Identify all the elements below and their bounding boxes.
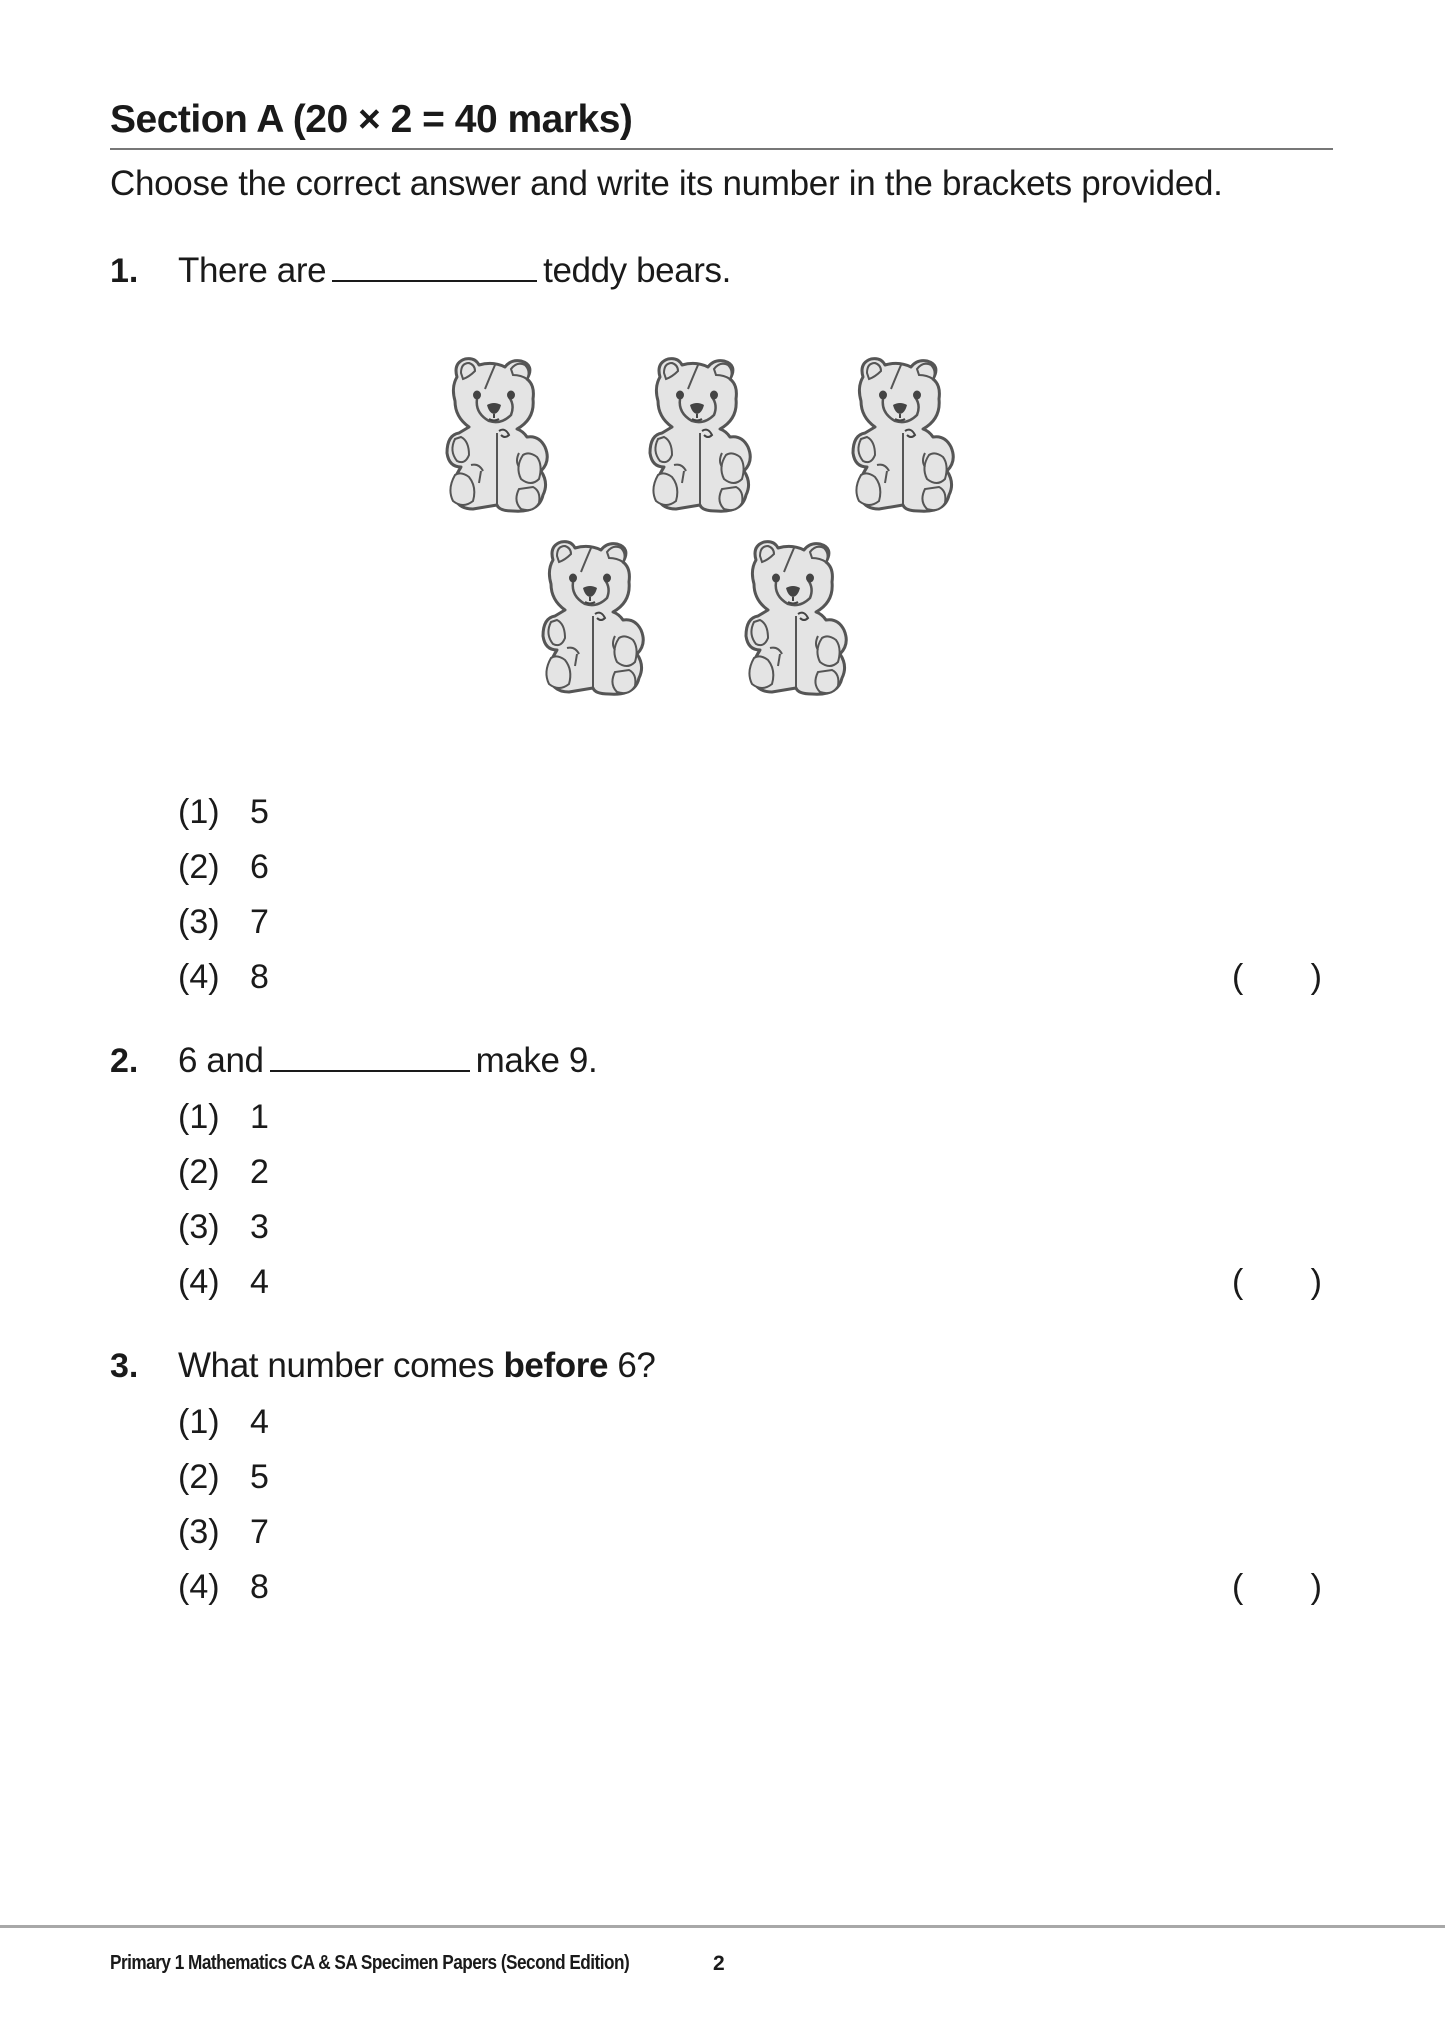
footer-book-title: Primary 1 Mathematics CA & SA Specimen Papers (Second Edition) bbox=[110, 1952, 630, 1974]
question-2-text bbox=[178, 1043, 597, 1078]
question-1-text bbox=[178, 253, 731, 288]
teddy-bear-icon bbox=[843, 355, 963, 515]
question-2-text-after: make 9. bbox=[475, 1041, 598, 1080]
question-2-option-2: (2) 2 bbox=[178, 1153, 269, 1191]
question-2-option-1: (1) 1 bbox=[178, 1098, 269, 1136]
question-1-text-after: teddy bears. bbox=[543, 251, 731, 290]
teddy-bear-image-1 bbox=[437, 355, 557, 520]
question-3-answer-bracket[interactable]: ( ) bbox=[1232, 1568, 1322, 1606]
question-2-answer-blank[interactable] bbox=[270, 1070, 470, 1072]
question-1-option-1: (1) 5 bbox=[178, 793, 269, 831]
question-1-option-3: (3) 7 bbox=[178, 903, 269, 941]
question-3-emphasis: before bbox=[503, 1346, 609, 1385]
teddy-bear-icon bbox=[736, 538, 856, 698]
question-1-answer-bracket[interactable]: ( ) bbox=[1232, 958, 1322, 996]
footer-divider bbox=[0, 1925, 1445, 1928]
teddy-bear-image-4 bbox=[533, 538, 653, 703]
teddy-bear-icon bbox=[437, 355, 557, 515]
question-3-option-4: (4) 8 bbox=[178, 1568, 269, 1606]
question-2-option-3: (3) 3 bbox=[178, 1208, 269, 1246]
teddy-bear-icon bbox=[533, 538, 653, 698]
question-3-number: 3. bbox=[110, 1347, 139, 1385]
question-3-option-2: (2) 5 bbox=[178, 1458, 269, 1496]
teddy-bear-image-3 bbox=[843, 355, 963, 520]
question-2-number: 2. bbox=[110, 1042, 139, 1080]
question-2-answer-bracket[interactable]: ( ) bbox=[1232, 1263, 1322, 1301]
question-1-text-before: There are bbox=[178, 251, 327, 290]
question-1-option-4: (4) 8 bbox=[178, 958, 269, 996]
teddy-bear-icon bbox=[640, 355, 760, 515]
question-3-text bbox=[178, 1348, 655, 1383]
question-1-number: 1. bbox=[110, 252, 139, 290]
instructions: Choose the correct answer and write its number in the brackets provided. bbox=[110, 164, 1223, 203]
question-1-answer-blank[interactable] bbox=[332, 280, 537, 282]
question-1-option-2: (2) 6 bbox=[178, 848, 269, 886]
question-3-option-1: (1) 4 bbox=[178, 1403, 269, 1441]
question-3-text-after: 6? bbox=[617, 1346, 656, 1385]
section-divider bbox=[110, 148, 1333, 150]
teddy-bear-image-2 bbox=[640, 355, 760, 520]
section-title: Section A (20 × 2 = 40 marks) bbox=[110, 98, 633, 141]
question-3-option-3: (3) 7 bbox=[178, 1513, 269, 1551]
teddy-bear-image-5 bbox=[736, 538, 856, 703]
page-number: 2 bbox=[713, 1952, 725, 1975]
question-3-text-before: What number comes bbox=[178, 1346, 495, 1385]
question-2-text-before: 6 and bbox=[178, 1041, 264, 1080]
question-2-option-4: (4) 4 bbox=[178, 1263, 269, 1301]
